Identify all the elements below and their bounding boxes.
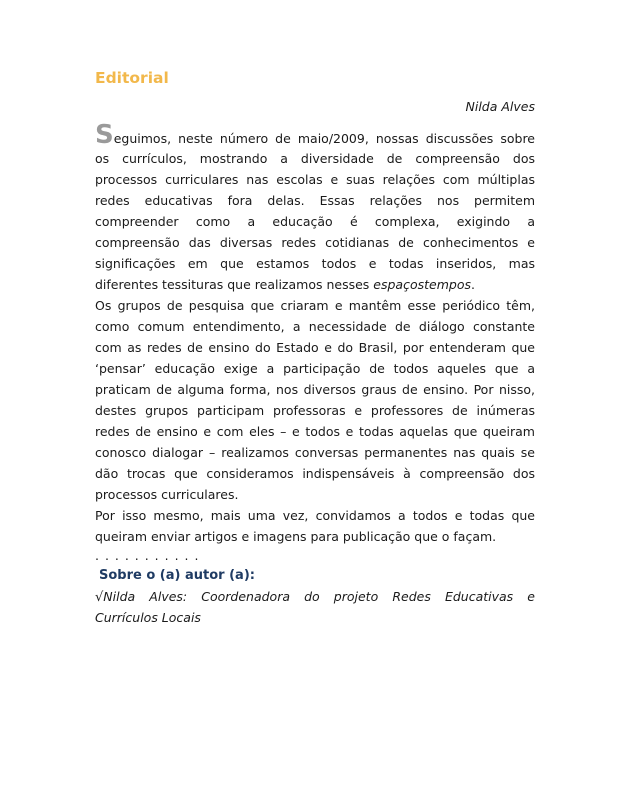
emphasized-term: espaçostempos	[373, 277, 471, 292]
opening-line	[95, 122, 535, 148]
paragraph-text: diferentes tessituras que realizamos nesses	[95, 277, 374, 292]
paragraph-line: Por isso mesmo, mais uma vez, convidamos a todos e todas que	[95, 508, 535, 523]
section-separator: . . . . . . . . . . .	[95, 548, 200, 563]
paragraph-3	[95, 505, 535, 547]
about-author-text	[95, 586, 535, 628]
paragraph-text: .	[470, 277, 475, 292]
paragraph-line: os currículos, mostrando a diversidade de compreensão dos	[95, 151, 535, 166]
paragraph-line: redes educativas fora delas. Essas relações nos permitem	[95, 193, 535, 208]
paragraph-line: processos curriculares.	[95, 487, 239, 502]
paragraph-line: conosco dialogar – realizamos conversas permanentes nas quais se	[95, 445, 535, 460]
paragraph-1	[95, 148, 535, 295]
checkmark-icon: √	[95, 590, 104, 605]
paragraph-line: compreender como a educação é complexa, exigindo a	[95, 214, 535, 229]
paragraph-line: ‘pensar’ educação exige a participação de todos aqueles que a	[95, 361, 535, 376]
paragraph-line: com as redes de ensino do Estado e do Brasil, por entenderam que	[95, 340, 535, 355]
paragraph-line: processos curriculares nas escolas e suas relações com múltiplas	[95, 172, 535, 187]
opening-line-text: eguimos, neste número de maio/2009, nossas discussões sobre	[113, 131, 535, 146]
editorial-page	[95, 60, 535, 628]
about-line-text: Nilda Alves: Coordenadora do projeto Redes Educativas e	[103, 589, 535, 604]
about-author-heading: Sobre o (a) autor (a):	[99, 568, 255, 583]
about-line: Currículos Locais	[95, 610, 201, 625]
paragraph-line: significações em que estamos todos e todas inseridos, mas	[95, 256, 535, 271]
author-name: Nilda Alves	[465, 99, 535, 114]
page-title: Editorial	[95, 69, 169, 87]
paragraph-2	[95, 295, 535, 505]
paragraph-line: como comum entendimento, a necessidade de diálogo constante	[95, 319, 535, 334]
paragraph-line: redes de ensino e com eles – e todos e todas aquelas que queiram	[95, 424, 535, 439]
paragraph-line: queiram enviar artigos e imagens para publicação que o façam.	[95, 529, 497, 544]
paragraph-line: dão trocas que consideramos indispensáveis à compreensão dos	[95, 466, 535, 481]
paragraph-line: Os grupos de pesquisa que criaram e mantêm esse periódico têm,	[95, 298, 535, 313]
paragraph-line	[95, 274, 535, 295]
paragraph-line: destes grupos participam professoras e professores de inúmeras	[95, 403, 535, 418]
drop-cap-letter: S	[95, 120, 114, 150]
paragraph-line: compreensão das diversas redes cotidianas de conhecimentos e	[95, 235, 535, 250]
paragraph-line: praticam de alguma forma, nos diversos graus de ensino. Por nisso,	[95, 382, 535, 397]
about-line	[95, 586, 535, 607]
